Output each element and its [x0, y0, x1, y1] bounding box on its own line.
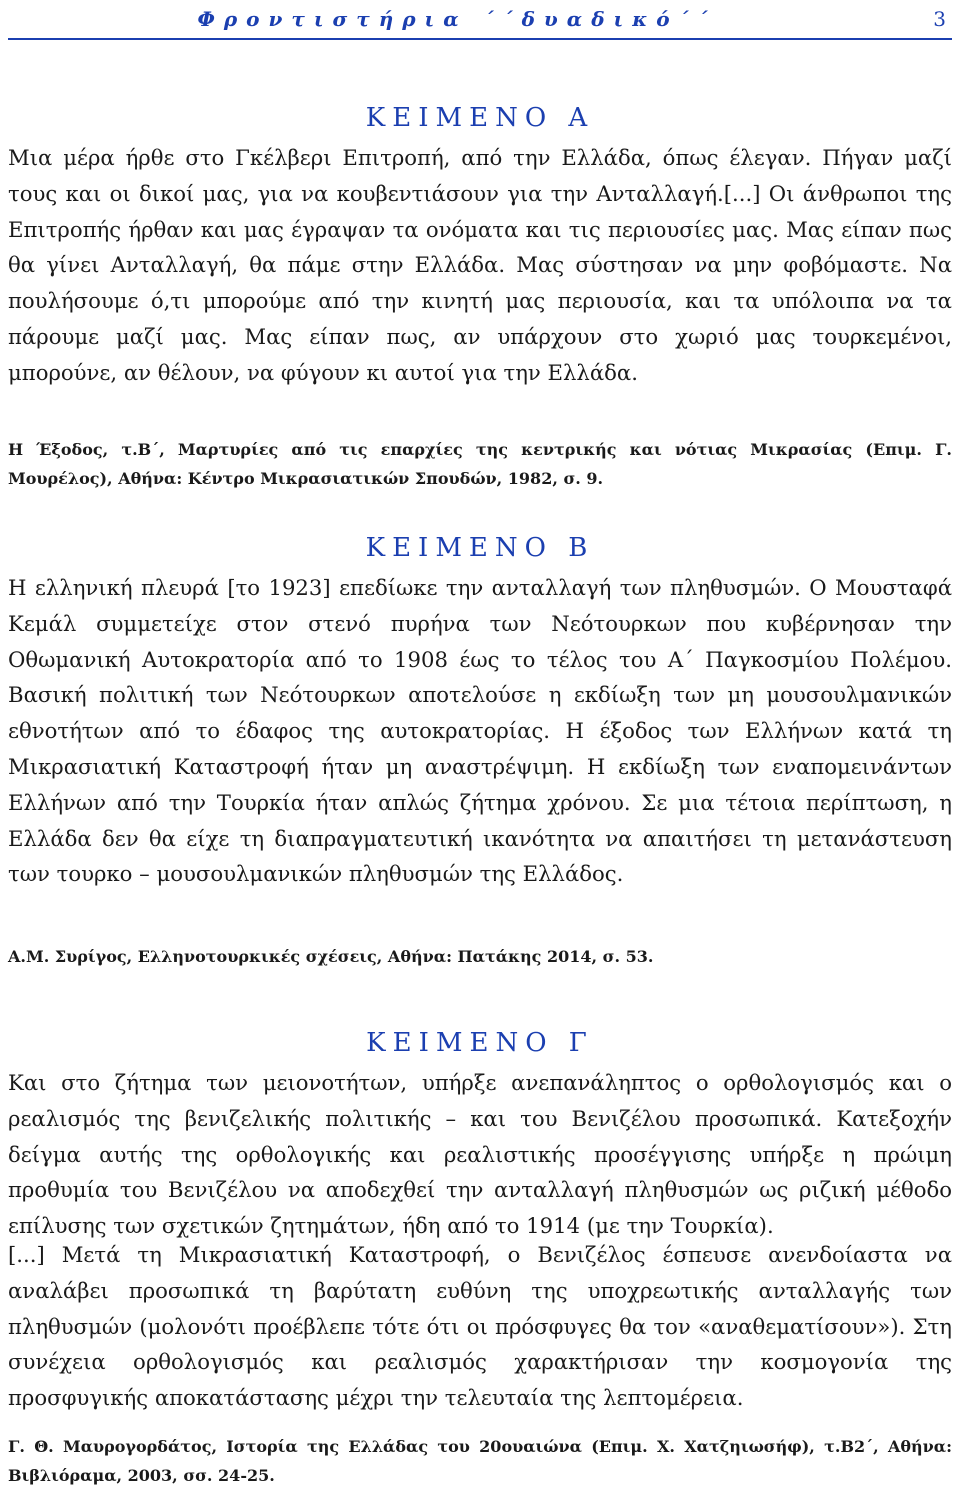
text-keimeno-g-1: Και στο ζήτημα των μειονοτήτων, υπήρξε ανεπανάληπτος ο ορθολογισμός και ο ρεαλισμός της βενιζελικής πολιτικής – και του Βενιζέλου προσωπικά. Κατεξοχήν δείγμα αυτής της ορθολογικής και ρεαλιστικής προσέγγισης υπήρξε η πρώιμη προθυμία του Βενιζέλου να αποδεχθεί την ανταλλαγή πληθυσμών ως ριζική μέθοδο επίλυσης των σχετικών ζητημάτων, ήδη από το 1914 (με την Τουρκία).: [8, 1070, 952, 1239]
heading-keimeno-g: ΚΕΙΜΕΝΟ Γ: [366, 1028, 594, 1058]
citation-keimeno-b: Α.Μ. Συρίγος, Ελληνοτουρκικές σχέσεις, Αθήνα: Πατάκης 2014, σ. 53.: [8, 947, 654, 966]
text-keimeno-b: Η ελληνική πλευρά [το 1923] επεδίωκε την ανταλλαγή των πληθυσμών. Ο Μουσταφά Κεμάλ συμμετείχε στον στενό πυρήνα των Νεότουρκων που κυβέρνησαν την Οθωμανική Αυτοκρατορία από το 1908 έως το τέλος του Α΄ Παγκοσμίου Πολέμου. Βασική πολιτική των Νεότουρκων αποτελούσε η εκδίωξη των μη μουσουλμανικών εθνοτήτων από το έδαφος της αυτοκρατορίας. Η έξοδος των Ελλήνων κατά τη Μικρασιατική Καταστροφή ήταν μη αναστρέψιμη. Η εκδίωξη των εναπομεινάντων Ελλήνων από την Τουρκία ήταν απλώς ζήτημα χρόνου. Σε μια τέτοια περίπτωση, η Ελλάδα δεν θα είχε τη διαπραγματευτική ικανότητα να απαιτήσει τη μετανάστευση των τουρκο – μουσουλμανικών πληθυσμών της Ελλάδος.: [8, 575, 952, 887]
heading-keimeno-a: ΚΕΙΜΕΝΟ Α: [365, 103, 595, 133]
header-title: Φροντιστήρια ΄΄δυαδικό΄΄: [197, 7, 717, 31]
heading-keimeno-b: ΚΕΙΜΕΝΟ Β: [365, 533, 595, 563]
citation-keimeno-a: Η Έξοδος, τ.Β΄, Μαρτυρίες από τις επαρχίες της κεντρικής και νότιας Μικρασίας (Επιμ. Γ. Μουρέλος), Αθήνα: Κέντρο Μικρασιατικών Σπουδών, 1982, σ. 9.: [8, 440, 952, 488]
page-number: 3: [933, 7, 946, 31]
header-rule: [8, 38, 952, 40]
text-keimeno-a: Μια μέρα ήρθε στο Γκέλβερι Επιτροπή, από την Ελλάδα, όπως έλεγαν. Πήγαν μαζί τους και οι δικοί μας, για να κουβεντιάσουν για την Ανταλλαγή.[...] Οι άνθρωποι της Επιτροπής ήρθαν και μας έγραψαν τα ονόματα και τις περιουσίες μας. Μας είπαν πως θα γίνει Ανταλλαγή, θα πάμε στην Ελλάδα. Μας σύστησαν να μην φοβόμαστε. Να πουλήσουμε ό,τι μπορούμε από την κινητή μας περιουσία, και τα υπόλοιπα να τα πάρουμε μαζί μας. Μας είπαν πως, αν υπάρχουν στο χωριό μας τουρκεμένοι, μπορούνε, αν θέλουν, να φύγουν κι αυτοί για την Ελλάδα.: [8, 145, 952, 385]
text-keimeno-g-2: [...] Μετά τη Μικρασιατική Καταστροφή, ο Βενιζέλος έσπευσε ανενδοίαστα να αναλάβει προσωπικά τη βαρύτατη ευθύνη της υποχρεωτικής ανταλλαγής των πληθυσμών (μολονότι προέβλεπε τότε ότι οι πρόσφυγες θα τον «αναθεματίσουν»). Στη συνέχεια ορθολογισμός και ρεαλισμός χαρακτήρισαν την κοσμογονία της προσφυγικής αποκατάστασης μέχρι την τελευταία της λεπτομέρεια.: [8, 1242, 952, 1411]
citation-keimeno-g: Γ. Θ. Μαυρογορδάτος, Ιστορία της Ελλάδας του 20ουαιώνα (Επιμ. Χ. Χατζηιωσήφ), τ.Β2΄, Αθήνα: Βιβλιόραμα, 2003, σσ. 24-25.: [8, 1437, 952, 1485]
running-header: [8, 2, 946, 36]
